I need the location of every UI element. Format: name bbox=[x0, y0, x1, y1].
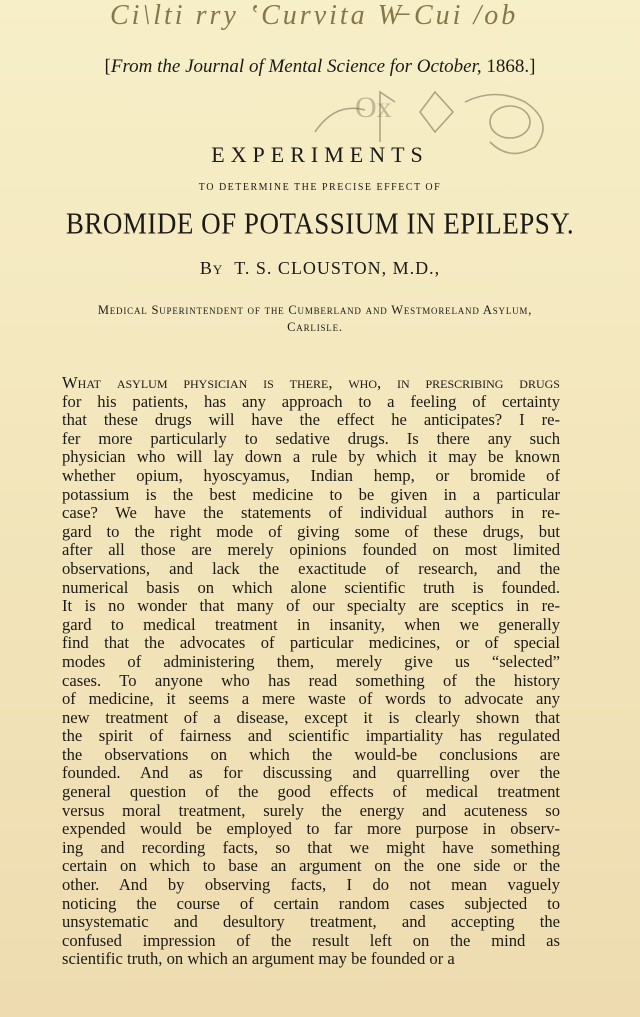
author-affiliation bbox=[60, 302, 570, 336]
citation-journal: From the Journal of Mental Science for October, bbox=[110, 56, 482, 77]
body-line: versus moral treatment, surely the energy and acuteness so bbox=[62, 800, 560, 820]
body-line: fer more particularly to sedative drugs. Is there any such bbox=[62, 428, 560, 448]
author-byline bbox=[0, 258, 640, 279]
body-text bbox=[62, 374, 560, 969]
body-line: It is no wonder that many of our specialty are sceptics in re- bbox=[62, 596, 560, 616]
body-line: find that the advocates of particular medicines, or of special bbox=[62, 633, 560, 653]
body-line: noticing the course of certain random cases subjected to bbox=[62, 893, 560, 913]
affiliation-line-1: Medical Superintendent of the Cumberland and Westmoreland Asylum, bbox=[97, 303, 533, 317]
body-line: expended would be employed to far more purpose in observ- bbox=[62, 819, 560, 839]
byline-by: By bbox=[199, 258, 224, 278]
body-line: cases. To anyone who has read something of the history bbox=[62, 670, 560, 690]
body-line: gard to the right mode of giving some of these drugs, but bbox=[62, 521, 560, 541]
body-line: numerical basis on which alone scientific truth is founded. bbox=[62, 577, 560, 597]
body-line: general question of the good effects of medical treatment bbox=[62, 782, 560, 802]
body-line: unsystematic and desultory treatment, and accepting the bbox=[62, 912, 560, 932]
body-line: other. And by observing facts, I do not mean vaguely bbox=[62, 875, 560, 895]
stamp-text: Ox bbox=[355, 91, 392, 124]
body-line: gard to medical treatment in insanity, when we generally bbox=[62, 614, 560, 634]
body-line: modes of administering them, merely give us “selected” bbox=[62, 651, 560, 671]
citation-bracket: [ bbox=[104, 56, 111, 77]
journal-citation bbox=[0, 56, 640, 78]
body-line: founded. And as for discussing and quarrelling over the bbox=[62, 763, 560, 783]
body-line: potassium is the best medicine to be given in a particular bbox=[62, 484, 560, 504]
body-line: that these drugs will have the effect he anticipates? I re- bbox=[62, 410, 560, 430]
body-line: physician who will lay down a rule by which it may be known bbox=[62, 447, 560, 467]
body-line: new treatment of a disease, except it is clearly shown that bbox=[62, 707, 560, 727]
body-line: whether opium, hyoscyamus, Indian hemp, or bromide of bbox=[62, 465, 560, 485]
body-line: the spirit of fairness and scientific impartiality has regulated bbox=[62, 726, 560, 746]
body-line: What asylum physician is there, who, in prescribing drugs bbox=[62, 373, 560, 392]
body-line: observations, and lack the exactitude of research, and the bbox=[62, 558, 560, 578]
body-line: for his patients, has any approach to a feeling of certainty bbox=[62, 391, 560, 411]
body-line: confused impression of the result left on the mind as bbox=[62, 930, 560, 950]
body-line: scientific truth, on which an argument may be founded or a bbox=[62, 949, 455, 969]
affiliation-line-2: Carlisle. bbox=[287, 320, 343, 334]
page-title: BROMIDE OF POTASSIUM IN EPILEPSY. bbox=[65, 206, 575, 241]
body-line: after all those are merely opinions founded on most limited bbox=[62, 540, 560, 560]
body-line: case? We have the statements of individual authors in re- bbox=[62, 503, 560, 523]
author-name: T. S. CLOUSTON, M.D., bbox=[234, 258, 441, 278]
title-experiments: EXPERIMENTS bbox=[211, 142, 429, 167]
handwritten-note: Ci\lti rry ‛Curvita W̶ Cui /ob bbox=[110, 0, 519, 31]
body-line: ing and recording facts, so that we might have something bbox=[62, 837, 560, 857]
body-line: of medicine, it seems a mere waste of words to advocate any bbox=[62, 689, 560, 709]
citation-year: 1868.] bbox=[486, 56, 536, 77]
body-line: the observations on which the would-be conclusions are bbox=[62, 744, 560, 764]
body-line: certain on which to base an argument on the one side or the bbox=[62, 856, 560, 876]
title-subtitle: TO DETERMINE THE PRECISE EFFECT OF bbox=[198, 182, 442, 193]
